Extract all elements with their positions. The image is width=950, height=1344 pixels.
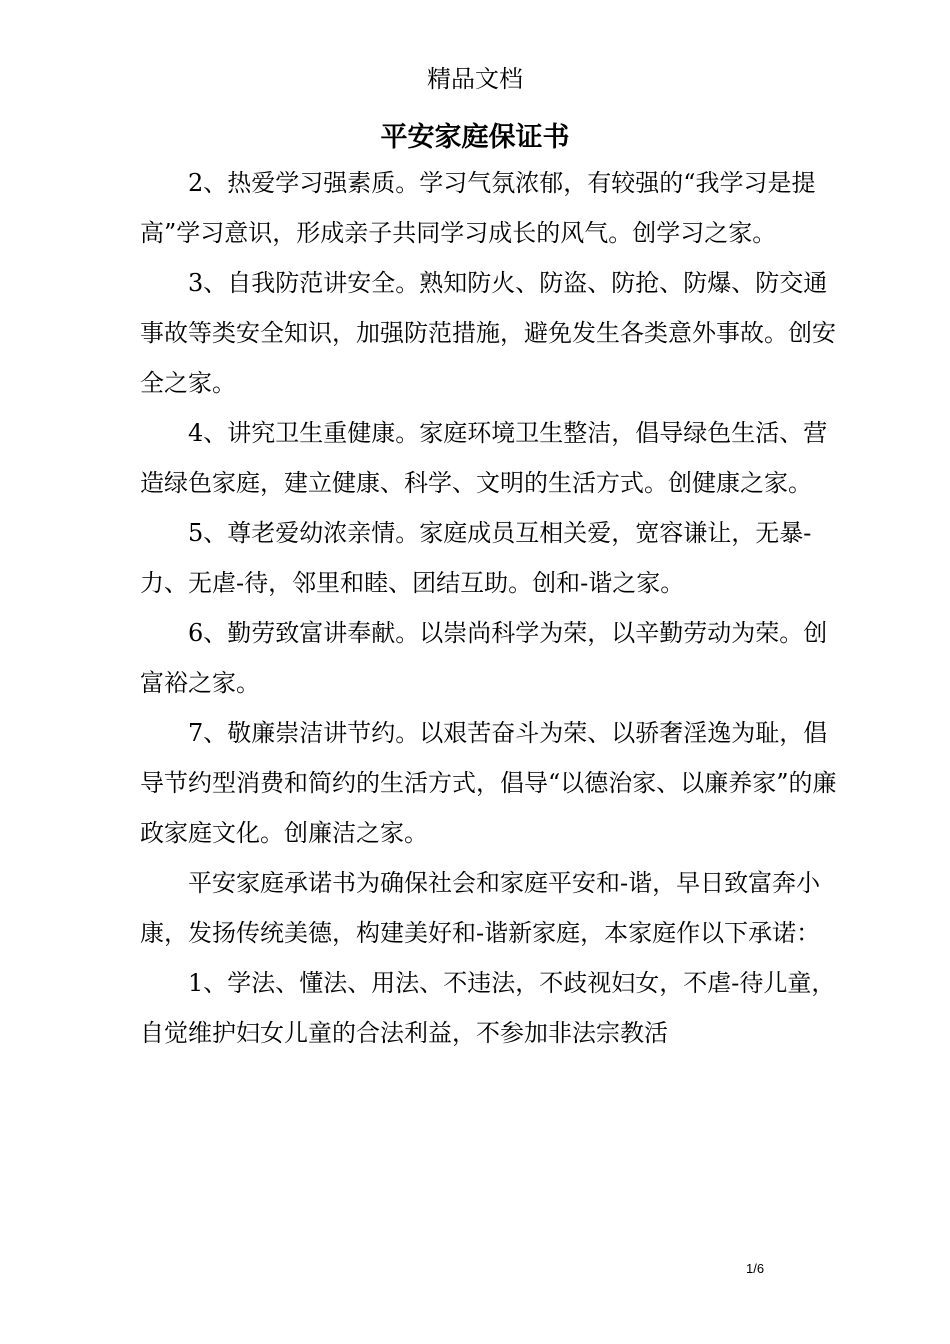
paragraph-2: 2、热爱学习强素质。学习气氛浓郁，有较强的“我学习是提高”学习意识，形成亲子共同学习成长的风气。创学习之家。 [140,169,816,247]
paragraph-5: 5、尊老爱幼浓亲情。家庭成员互相关爱，宽容谦让，无暴-力、无虐-待，邻里和睦、团结互助。创和-谐之家。 [140,519,812,597]
paragraph-4: 4、讲究卫生重健康。家庭环境卫生整洁，倡导绿色生活、营造绿色家庭，建立健康、科学、文明的生活方式。创健康之家。 [140,419,828,497]
document-body [140,158,845,1058]
document-title: 平安家庭保证书 [380,122,570,153]
paragraph-pledge-intro: 平安家庭承诺书为确保社会和家庭平安和-谐，早日致富奔小康，发扬传统美德，构建美好和-谐新家庭，本家庭作以下承诺： [140,869,821,947]
paragraph-7: 7、敬廉崇洁讲节约。以艰苦奋斗为荣、以骄奢淫逸为耻，倡导节约型消费和简约的生活方式，倡导“以德治家、以廉养家”的廉政家庭文化。创廉洁之家。 [140,719,837,847]
paragraph-6: 6、勤劳致富讲奉献。以崇尚科学为荣，以辛勤劳动为荣。创富裕之家。 [140,619,828,697]
paragraph-3: 3、自我防范讲安全。熟知防火、防盗、防抢、防爆、防交通事故等类安全知识，加强防范措施，避免发生各类意外事故。创安全之家。 [140,269,836,397]
page-number: 1/6 [746,1261,765,1276]
paragraph-pledge-1: 1、学法、懂法、用法、不违法，不歧视妇女，不虐-待儿童，自觉维护妇女儿童的合法利益，不参加非法宗教活 [140,969,836,1047]
page-header: 精品文档 [427,65,523,93]
